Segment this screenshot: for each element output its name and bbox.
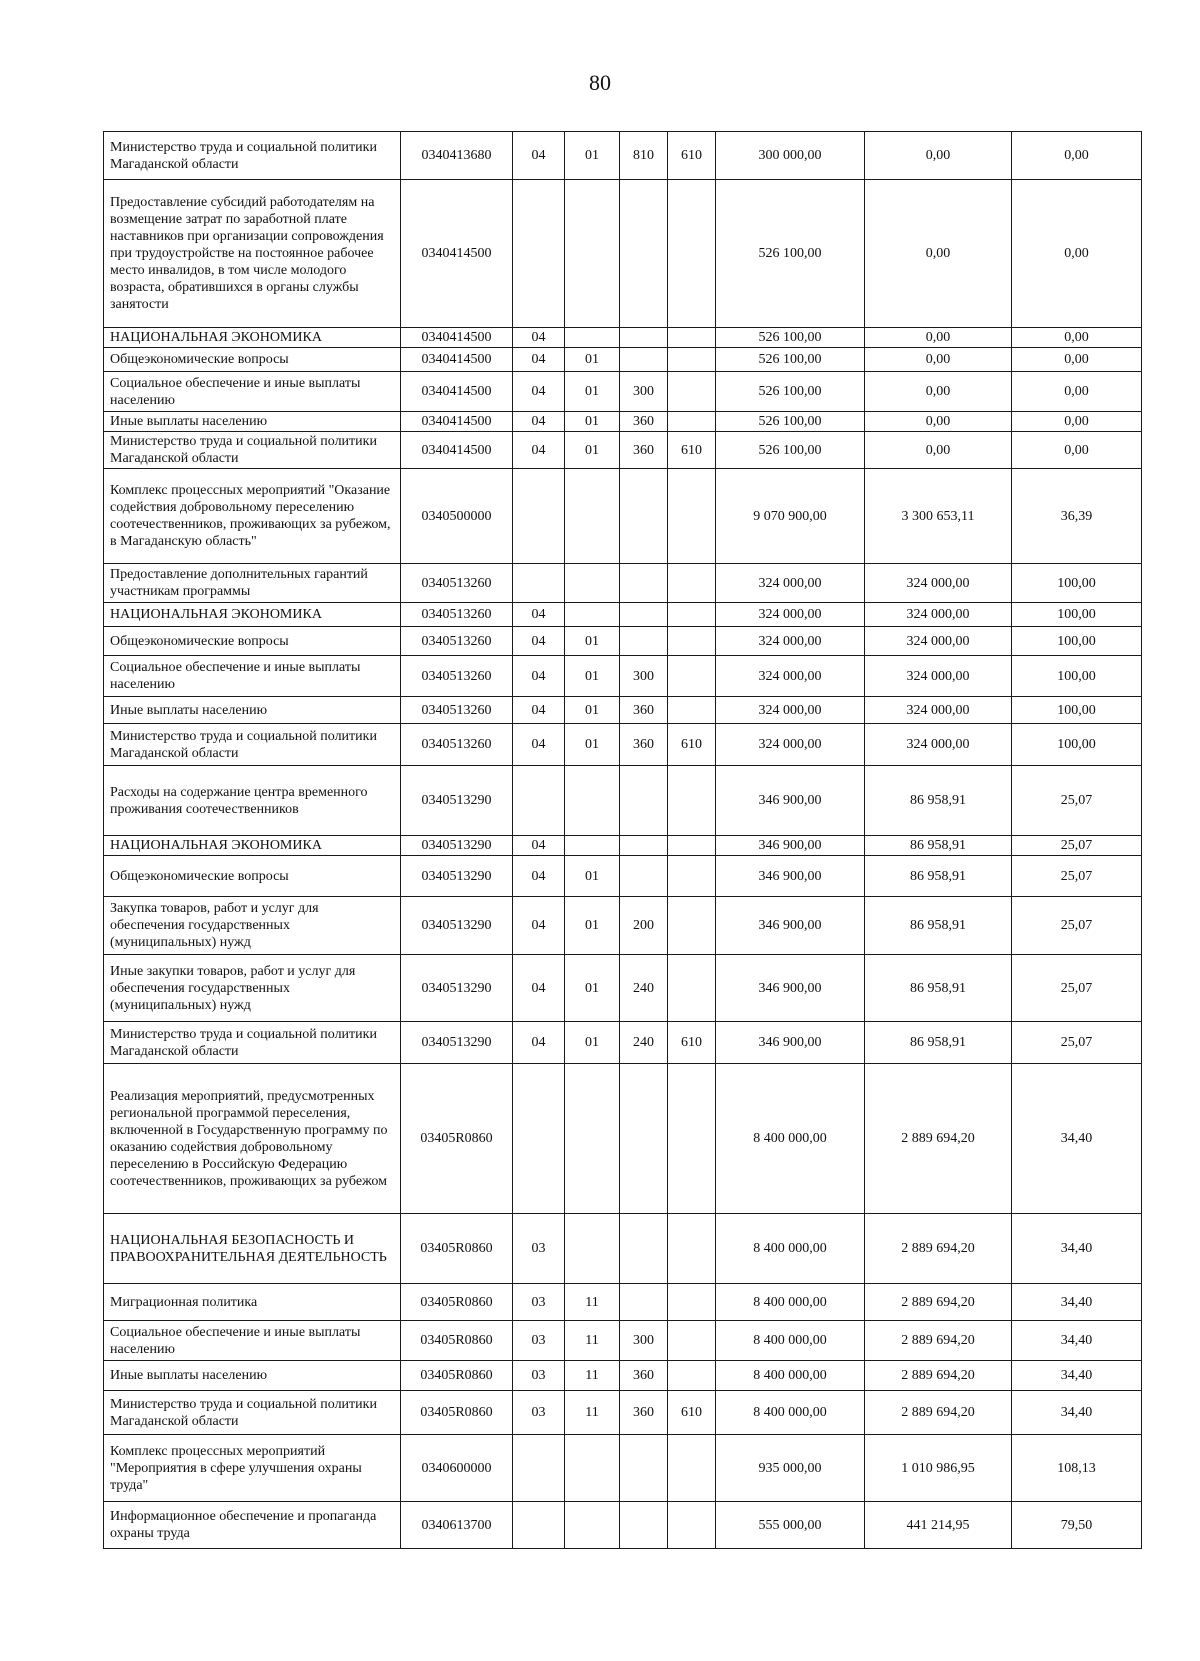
org-code [668, 412, 716, 432]
table-row [104, 372, 1142, 412]
actual-amount: 86 958,91 [865, 856, 1012, 897]
actual-amount: 441 214,95 [865, 1502, 1012, 1549]
plan-amount: 526 100,00 [716, 180, 865, 328]
subsection-code [565, 1435, 620, 1502]
target-code: 03405R0860 [401, 1391, 513, 1435]
org-code: 610 [668, 132, 716, 180]
table-row [104, 1284, 1142, 1321]
actual-amount: 0,00 [865, 132, 1012, 180]
row-name: Предоставление субсидий работодателям на возмещение затрат по заработной плате наставников при организации сопровождения при трудоустройстве на постоянное рабочее место инвалидов, в том числе молодого возраста, обратившихся в органы службы занятости [104, 180, 401, 328]
table-row [104, 697, 1142, 724]
percent-value: 0,00 [1012, 132, 1142, 180]
actual-amount: 324 000,00 [865, 724, 1012, 766]
target-code: 0340414500 [401, 180, 513, 328]
table-row [104, 432, 1142, 469]
table-row [104, 897, 1142, 955]
expense-type-code: 300 [620, 656, 668, 697]
org-code [668, 564, 716, 603]
subsection-code: 11 [565, 1284, 620, 1321]
target-code: 03405R0860 [401, 1321, 513, 1361]
subsection-code [565, 1502, 620, 1549]
expense-type-code [620, 328, 668, 348]
section-code [513, 180, 565, 328]
row-name: Общеэкономические вопросы [104, 856, 401, 897]
section-code: 04 [513, 348, 565, 372]
budget-table-body [104, 132, 1142, 1549]
plan-amount: 324 000,00 [716, 724, 865, 766]
section-code: 04 [513, 724, 565, 766]
plan-amount: 8 400 000,00 [716, 1064, 865, 1214]
target-code: 0340414500 [401, 432, 513, 469]
subsection-code: 01 [565, 372, 620, 412]
percent-value: 36,39 [1012, 469, 1142, 564]
actual-amount: 2 889 694,20 [865, 1361, 1012, 1391]
expense-type-code [620, 1064, 668, 1214]
subsection-code [565, 469, 620, 564]
expense-type-code: 360 [620, 432, 668, 469]
actual-amount: 2 889 694,20 [865, 1214, 1012, 1284]
section-code: 04 [513, 697, 565, 724]
actual-amount: 2 889 694,20 [865, 1391, 1012, 1435]
row-name: Комплекс процессных мероприятий "Мероприятия в сфере улучшения охраны труда" [104, 1435, 401, 1502]
plan-amount: 324 000,00 [716, 656, 865, 697]
percent-value: 25,07 [1012, 955, 1142, 1022]
subsection-code [565, 180, 620, 328]
row-name: Реализация мероприятий, предусмотренных региональной программой переселения, включенной в Государственную программу по оказанию содействия добровольному переселению в Российскую Федерацию соотечественников, проживающих за рубежом [104, 1064, 401, 1214]
row-name: Комплекс процессных мероприятий "Оказание содействия добровольному переселению соотечественников, проживающих за рубежом, в Магаданскую область" [104, 469, 401, 564]
target-code: 0340513290 [401, 856, 513, 897]
expense-type-code [620, 180, 668, 328]
percent-value: 0,00 [1012, 180, 1142, 328]
subsection-code: 01 [565, 897, 620, 955]
row-name: НАЦИОНАЛЬНАЯ ЭКОНОМИКА [104, 836, 401, 856]
subsection-code: 01 [565, 1022, 620, 1064]
org-code [668, 627, 716, 656]
section-code: 03 [513, 1214, 565, 1284]
subsection-code: 01 [565, 348, 620, 372]
percent-value: 34,40 [1012, 1391, 1142, 1435]
expense-type-code: 300 [620, 372, 668, 412]
subsection-code: 01 [565, 656, 620, 697]
org-code [668, 1321, 716, 1361]
plan-amount: 526 100,00 [716, 412, 865, 432]
percent-value: 25,07 [1012, 836, 1142, 856]
plan-amount: 935 000,00 [716, 1435, 865, 1502]
table-row [104, 469, 1142, 564]
row-name: НАЦИОНАЛЬНАЯ ЭКОНОМИКА [104, 603, 401, 627]
target-code: 03405R0860 [401, 1064, 513, 1214]
subsection-code: 11 [565, 1391, 620, 1435]
percent-value: 108,13 [1012, 1435, 1142, 1502]
percent-value: 0,00 [1012, 372, 1142, 412]
target-code: 0340513260 [401, 724, 513, 766]
org-code [668, 372, 716, 412]
percent-value: 34,40 [1012, 1361, 1142, 1391]
section-code: 04 [513, 897, 565, 955]
target-code: 0340513260 [401, 697, 513, 724]
org-code [668, 180, 716, 328]
budget-table [103, 131, 1142, 1549]
plan-amount: 9 070 900,00 [716, 469, 865, 564]
actual-amount: 2 889 694,20 [865, 1284, 1012, 1321]
row-name: Социальное обеспечение и иные выплаты населению [104, 372, 401, 412]
org-code [668, 955, 716, 1022]
section-code: 04 [513, 372, 565, 412]
org-code: 610 [668, 1391, 716, 1435]
expense-type-code [620, 469, 668, 564]
table-row [104, 412, 1142, 432]
target-code: 03405R0860 [401, 1284, 513, 1321]
target-code: 0340513290 [401, 897, 513, 955]
row-name: Общеэкономические вопросы [104, 348, 401, 372]
row-name: Закупка товаров, работ и услуг для обеспечения государственных (муниципальных) нужд [104, 897, 401, 955]
section-code [513, 1435, 565, 1502]
row-name: Министерство труда и социальной политики Магаданской области [104, 1391, 401, 1435]
target-code: 03405R0860 [401, 1214, 513, 1284]
row-name: Иные выплаты населению [104, 1361, 401, 1391]
row-name: Министерство труда и социальной политики Магаданской области [104, 132, 401, 180]
percent-value: 79,50 [1012, 1502, 1142, 1549]
target-code: 0340513290 [401, 1022, 513, 1064]
table-row [104, 627, 1142, 656]
org-code [668, 1435, 716, 1502]
target-code: 0340414500 [401, 412, 513, 432]
percent-value: 0,00 [1012, 412, 1142, 432]
expense-type-code [620, 836, 668, 856]
expense-type-code [620, 348, 668, 372]
percent-value: 100,00 [1012, 724, 1142, 766]
org-code: 610 [668, 1022, 716, 1064]
actual-amount: 86 958,91 [865, 1022, 1012, 1064]
expense-type-code: 240 [620, 1022, 668, 1064]
target-code: 0340513290 [401, 955, 513, 1022]
table-row [104, 1391, 1142, 1435]
row-name: Министерство труда и социальной политики Магаданской области [104, 1022, 401, 1064]
table-row [104, 180, 1142, 328]
table-row [104, 856, 1142, 897]
subsection-code [565, 1214, 620, 1284]
section-code: 04 [513, 132, 565, 180]
section-code: 04 [513, 955, 565, 1022]
percent-value: 25,07 [1012, 1022, 1142, 1064]
plan-amount: 324 000,00 [716, 564, 865, 603]
plan-amount: 526 100,00 [716, 432, 865, 469]
plan-amount: 346 900,00 [716, 1022, 865, 1064]
actual-amount: 2 889 694,20 [865, 1321, 1012, 1361]
section-code: 04 [513, 656, 565, 697]
subsection-code [565, 564, 620, 603]
org-code [668, 1361, 716, 1391]
row-name: Иные закупки товаров, работ и услуг для обеспечения государственных (муниципальных) нужд [104, 955, 401, 1022]
expense-type-code: 200 [620, 897, 668, 955]
actual-amount: 86 958,91 [865, 836, 1012, 856]
section-code: 03 [513, 1391, 565, 1435]
section-code: 04 [513, 603, 565, 627]
org-code [668, 1214, 716, 1284]
plan-amount: 324 000,00 [716, 627, 865, 656]
org-code [668, 1502, 716, 1549]
section-code: 03 [513, 1321, 565, 1361]
actual-amount: 0,00 [865, 180, 1012, 328]
subsection-code: 11 [565, 1321, 620, 1361]
table-row [104, 656, 1142, 697]
expense-type-code [620, 766, 668, 836]
section-code: 04 [513, 328, 565, 348]
plan-amount: 555 000,00 [716, 1502, 865, 1549]
percent-value: 0,00 [1012, 328, 1142, 348]
percent-value: 34,40 [1012, 1321, 1142, 1361]
org-code [668, 328, 716, 348]
row-name: Иные выплаты населению [104, 697, 401, 724]
actual-amount: 3 300 653,11 [865, 469, 1012, 564]
plan-amount: 346 900,00 [716, 836, 865, 856]
subsection-code: 01 [565, 724, 620, 766]
table-row [104, 603, 1142, 627]
table-row [104, 1435, 1142, 1502]
org-code [668, 856, 716, 897]
target-code: 0340513290 [401, 836, 513, 856]
row-name: Миграционная политика [104, 1284, 401, 1321]
plan-amount: 8 400 000,00 [716, 1361, 865, 1391]
actual-amount: 324 000,00 [865, 603, 1012, 627]
plan-amount: 8 400 000,00 [716, 1391, 865, 1435]
section-code: 04 [513, 856, 565, 897]
subsection-code: 01 [565, 432, 620, 469]
target-code: 0340414500 [401, 328, 513, 348]
section-code: 03 [513, 1361, 565, 1391]
table-row [104, 766, 1142, 836]
plan-amount: 324 000,00 [716, 697, 865, 724]
percent-value: 0,00 [1012, 348, 1142, 372]
table-row [104, 1214, 1142, 1284]
row-name: Иные выплаты населению [104, 412, 401, 432]
section-code: 04 [513, 412, 565, 432]
plan-amount: 300 000,00 [716, 132, 865, 180]
subsection-code: 01 [565, 856, 620, 897]
section-code [513, 1502, 565, 1549]
target-code: 0340513260 [401, 656, 513, 697]
plan-amount: 324 000,00 [716, 603, 865, 627]
plan-amount: 526 100,00 [716, 328, 865, 348]
plan-amount: 346 900,00 [716, 955, 865, 1022]
org-code [668, 897, 716, 955]
section-code: 03 [513, 1284, 565, 1321]
percent-value: 34,40 [1012, 1064, 1142, 1214]
org-code [668, 469, 716, 564]
actual-amount: 324 000,00 [865, 697, 1012, 724]
target-code: 0340500000 [401, 469, 513, 564]
section-code: 04 [513, 836, 565, 856]
subsection-code [565, 328, 620, 348]
target-code: 0340600000 [401, 1435, 513, 1502]
row-name: НАЦИОНАЛЬНАЯ ЭКОНОМИКА [104, 328, 401, 348]
plan-amount: 8 400 000,00 [716, 1321, 865, 1361]
expense-type-code [620, 627, 668, 656]
percent-value: 100,00 [1012, 603, 1142, 627]
plan-amount: 526 100,00 [716, 348, 865, 372]
row-name: Расходы на содержание центра временного проживания соотечественников [104, 766, 401, 836]
target-code: 0340513260 [401, 564, 513, 603]
actual-amount: 86 958,91 [865, 766, 1012, 836]
target-code: 0340613700 [401, 1502, 513, 1549]
plan-amount: 346 900,00 [716, 897, 865, 955]
actual-amount: 324 000,00 [865, 656, 1012, 697]
percent-value: 25,07 [1012, 766, 1142, 836]
actual-amount: 0,00 [865, 328, 1012, 348]
org-code [668, 348, 716, 372]
subsection-code [565, 1064, 620, 1214]
table-row [104, 1361, 1142, 1391]
table-row [104, 836, 1142, 856]
row-name: Министерство труда и социальной политики Магаданской области [104, 724, 401, 766]
actual-amount: 1 010 986,95 [865, 1435, 1012, 1502]
actual-amount: 2 889 694,20 [865, 1064, 1012, 1214]
org-code [668, 766, 716, 836]
target-code: 0340414500 [401, 348, 513, 372]
table-row [104, 1064, 1142, 1214]
target-code: 0340414500 [401, 372, 513, 412]
expense-type-code [620, 1502, 668, 1549]
expense-type-code: 360 [620, 1361, 668, 1391]
subsection-code: 01 [565, 627, 620, 656]
table-row [104, 1022, 1142, 1064]
subsection-code: 01 [565, 955, 620, 1022]
percent-value: 0,00 [1012, 432, 1142, 469]
org-code [668, 1064, 716, 1214]
expense-type-code [620, 1284, 668, 1321]
org-code [668, 603, 716, 627]
actual-amount: 0,00 [865, 432, 1012, 469]
subsection-code [565, 836, 620, 856]
target-code: 0340413680 [401, 132, 513, 180]
target-code: 0340513260 [401, 603, 513, 627]
expense-type-code: 810 [620, 132, 668, 180]
row-name: Министерство труда и социальной политики Магаданской области [104, 432, 401, 469]
expense-type-code: 300 [620, 1321, 668, 1361]
table-row [104, 724, 1142, 766]
percent-value: 34,40 [1012, 1214, 1142, 1284]
section-code: 04 [513, 432, 565, 469]
percent-value: 34,40 [1012, 1284, 1142, 1321]
expense-type-code [620, 603, 668, 627]
percent-value: 100,00 [1012, 697, 1142, 724]
section-code [513, 1064, 565, 1214]
actual-amount: 0,00 [865, 372, 1012, 412]
percent-value: 100,00 [1012, 627, 1142, 656]
org-code [668, 697, 716, 724]
row-name: Предоставление дополнительных гарантий участникам программы [104, 564, 401, 603]
table-row [104, 564, 1142, 603]
page-number: 80 [589, 70, 611, 95]
org-code: 610 [668, 724, 716, 766]
plan-amount: 8 400 000,00 [716, 1284, 865, 1321]
target-code: 0340513260 [401, 627, 513, 656]
actual-amount: 0,00 [865, 348, 1012, 372]
org-code [668, 1284, 716, 1321]
expense-type-code: 240 [620, 955, 668, 1022]
section-code [513, 564, 565, 603]
org-code [668, 836, 716, 856]
expense-type-code: 360 [620, 1391, 668, 1435]
subsection-code: 01 [565, 697, 620, 724]
percent-value: 25,07 [1012, 856, 1142, 897]
row-name: Общеэкономические вопросы [104, 627, 401, 656]
target-code: 03405R0860 [401, 1361, 513, 1391]
percent-value: 100,00 [1012, 656, 1142, 697]
expense-type-code: 360 [620, 412, 668, 432]
plan-amount: 8 400 000,00 [716, 1214, 865, 1284]
actual-amount: 0,00 [865, 412, 1012, 432]
percent-value: 25,07 [1012, 897, 1142, 955]
actual-amount: 86 958,91 [865, 955, 1012, 1022]
table-row [104, 1321, 1142, 1361]
plan-amount: 346 900,00 [716, 856, 865, 897]
expense-type-code: 360 [620, 697, 668, 724]
table-row [104, 348, 1142, 372]
plan-amount: 526 100,00 [716, 372, 865, 412]
subsection-code: 01 [565, 412, 620, 432]
expense-type-code [620, 856, 668, 897]
subsection-code [565, 766, 620, 836]
plan-amount: 346 900,00 [716, 766, 865, 836]
subsection-code [565, 603, 620, 627]
percent-value: 100,00 [1012, 564, 1142, 603]
expense-type-code: 360 [620, 724, 668, 766]
section-code: 04 [513, 1022, 565, 1064]
org-code [668, 656, 716, 697]
org-code: 610 [668, 432, 716, 469]
row-name: Информационное обеспечение и пропаганда охраны труда [104, 1502, 401, 1549]
subsection-code: 01 [565, 132, 620, 180]
row-name: НАЦИОНАЛЬНАЯ БЕЗОПАСНОСТЬ И ПРАВООХРАНИТЕЛЬНАЯ ДЕЯТЕЛЬНОСТЬ [104, 1214, 401, 1284]
expense-type-code [620, 1214, 668, 1284]
table-row [104, 328, 1142, 348]
row-name: Социальное обеспечение и иные выплаты населению [104, 656, 401, 697]
row-name: Социальное обеспечение и иные выплаты населению [104, 1321, 401, 1361]
section-code [513, 766, 565, 836]
table-row [104, 132, 1142, 180]
table-row [104, 1502, 1142, 1549]
subsection-code: 11 [565, 1361, 620, 1391]
target-code: 0340513290 [401, 766, 513, 836]
actual-amount: 324 000,00 [865, 627, 1012, 656]
table-row [104, 955, 1142, 1022]
actual-amount: 324 000,00 [865, 564, 1012, 603]
expense-type-code [620, 1435, 668, 1502]
section-code: 04 [513, 627, 565, 656]
expense-type-code [620, 564, 668, 603]
actual-amount: 86 958,91 [865, 897, 1012, 955]
section-code [513, 469, 565, 564]
